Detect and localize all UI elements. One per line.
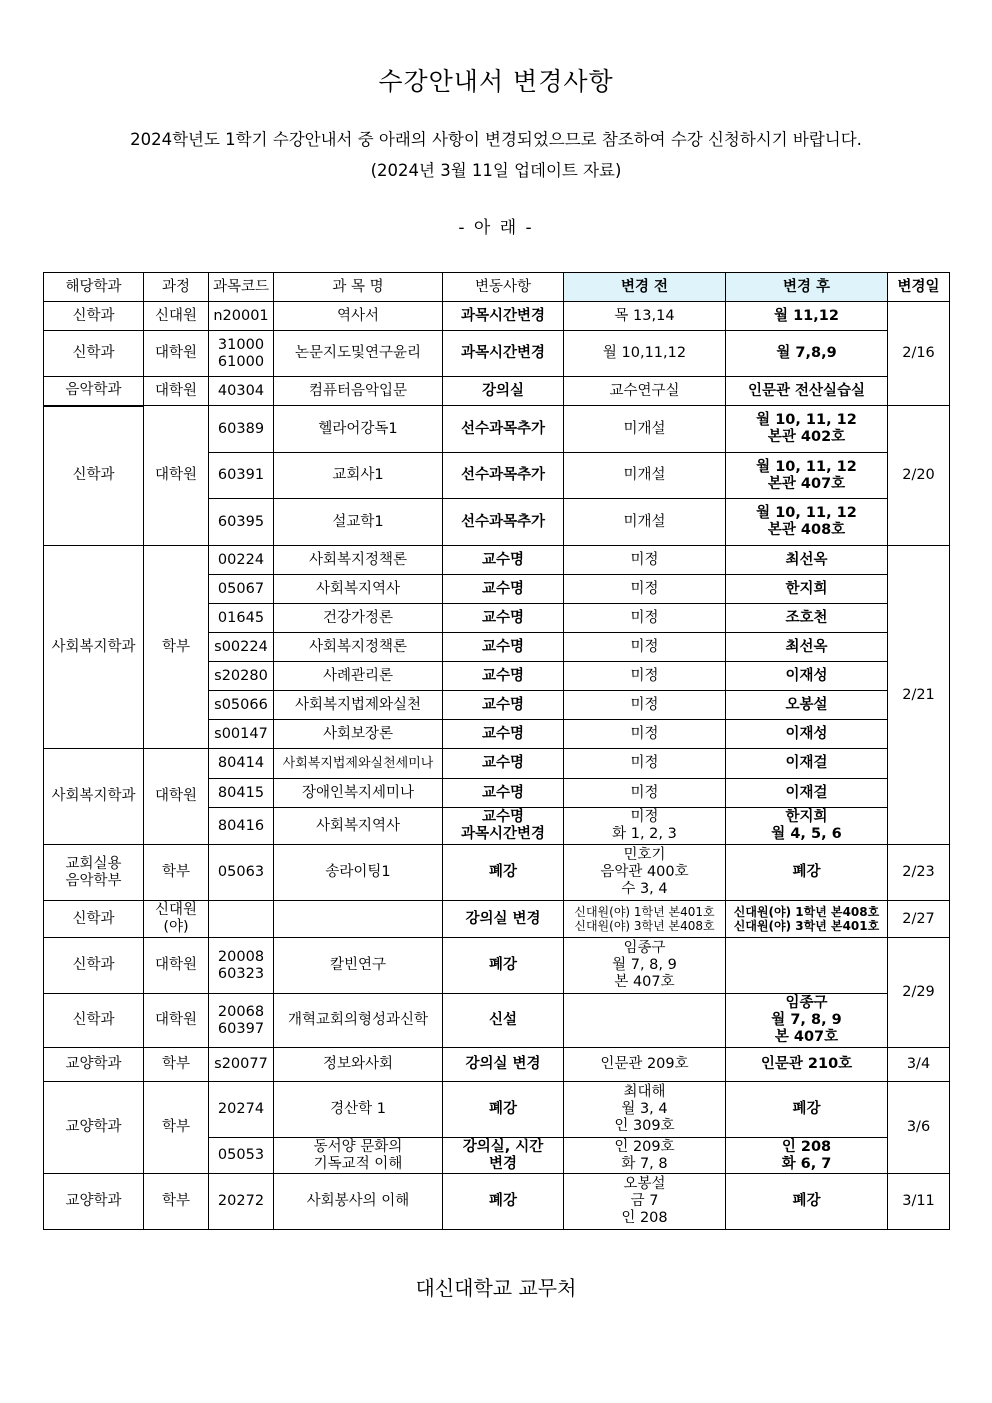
table-row: 교양학과 학부 20272 사회봉사의 이해 폐강 오봉설 금 7 인 208 폐강 3/11: [44, 1174, 950, 1230]
change-date: 2/29: [888, 938, 950, 1048]
table-header: [44, 273, 950, 302]
table-row: s00224 사회복지정책론 교수명 미정 최선옥: [44, 633, 950, 662]
change-date: 3/11: [888, 1174, 950, 1230]
header-code: 과목코드: [209, 273, 274, 302]
table-row: 신학과 대학원 60389 헬라어강독1 선수과목추가 미개설 월 10, 11, 12 본관 402호 2/20: [44, 406, 950, 453]
change-date: 2/27: [888, 901, 950, 938]
table-row: 사회복지학과 학부 00224 사회복지정책론 교수명 미정 최선옥 2/21: [44, 546, 950, 575]
table-row: 신학과 신대원 n20001 역사서 과목시간변경 목 13,14 월 11,12 2/16: [44, 302, 950, 331]
table-row: 80416 사회복지역사 교수명 과목시간변경 미정 화 1, 2, 3 한지희 월 4, 5, 6: [44, 808, 950, 845]
table-row: 60391 교회사1 선수과목추가 미개설 월 10, 11, 12 본관 407호: [44, 453, 950, 499]
changes-table: [43, 272, 950, 1230]
table-row: 교양학과 학부 20274 경산학 1 폐강 최대해 월 3, 4 인 309호 폐강 3/6: [44, 1082, 950, 1138]
change-date: 2/23: [888, 845, 950, 901]
update-note: (2024년 3월 11일 업데이트 자료): [370, 161, 622, 180]
table-row: 신학과 신대원 (야) 강의실 변경 신대원(야) 1학년 본401호 신대원(야) 3학년 본408호 신대원(야) 1학년 본408호 신대원(야) 3학년 본401호 2/27: [44, 901, 950, 938]
table-row: 사회복지학과 대학원 80414 사회복지법제와실천세미나 교수명 미정 이재걸: [44, 749, 950, 779]
table-row: 05067 사회복지역사 교수명 미정 한지희: [44, 575, 950, 604]
issuer-footer: 대신대학교 교무처: [415, 1276, 577, 1300]
intro-text: 2024학년도 1학기 수강안내서 중 아래의 사항이 변경되었으므로 참조하여 수강 신청하시기 바랍니다.: [130, 130, 862, 149]
section-marker: - 아 래 -: [458, 218, 534, 238]
table-row: 80415 장애인복지세미나 교수명 미정 이재걸: [44, 779, 950, 808]
table-row: s20280 사례관리론 교수명 미정 이재성: [44, 662, 950, 691]
change-date: 2/20: [888, 406, 950, 546]
header-date: 변경일: [888, 273, 950, 302]
table-row: s00147 사회보장론 교수명 미정 이재성: [44, 720, 950, 749]
table-row: 신학과 대학원 20008 60323 칼빈연구 폐강 임종구 월 7, 8, 9 본 407호 2/29: [44, 938, 950, 994]
header-before: 변경 전: [564, 273, 726, 302]
header-dept: 해당학과: [44, 273, 144, 302]
change-date: 2/16: [888, 302, 950, 406]
header-name: 과 목 명: [274, 273, 443, 302]
change-date: 2/21: [888, 546, 950, 845]
change-date: 3/4: [888, 1048, 950, 1082]
header-course: 과정: [144, 273, 209, 302]
table-row: 신학과 대학원 20068 60397 개혁교회의형성과신학 신설 임종구 월 7, 8, 9 본 407호: [44, 994, 950, 1048]
table-row: 교회실용 음악학부 학부 05063 송라이팅1 폐강 민호기 음악관 400호 수 3, 4 폐강 2/23: [44, 845, 950, 901]
table-row: 05053 동서양 문화의 기독교적 이해 강의실, 시간 변경 인 209호 화 7, 8 인 208 화 6, 7: [44, 1138, 950, 1174]
header-after: 변경 후: [726, 273, 888, 302]
table-row: 음악학과 대학원 40304 컴퓨터음악입문 강의실 교수연구실 인문관 전산실습실: [44, 377, 950, 406]
table-row: s05066 사회복지법제와실천 교수명 미정 오봉설: [44, 691, 950, 720]
table-row: 60395 설교학1 선수과목추가 미개설 월 10, 11, 12 본관 408호: [44, 499, 950, 546]
change-date: 3/6: [888, 1082, 950, 1174]
table-row: 신학과 대학원 31000 61000 논문지도및연구윤리 과목시간변경 월 10,11,12 월 7,8,9: [44, 331, 950, 377]
table-row: 01645 건강가정론 교수명 미정 조호천: [44, 604, 950, 633]
table-row: 교양학과 학부 s20077 정보와사회 강의실 변경 인문관 209호 인문관 210호 3/4: [44, 1048, 950, 1082]
page-title: 수강안내서 변경사항: [378, 67, 614, 96]
header-change: 변동사항: [443, 273, 564, 302]
